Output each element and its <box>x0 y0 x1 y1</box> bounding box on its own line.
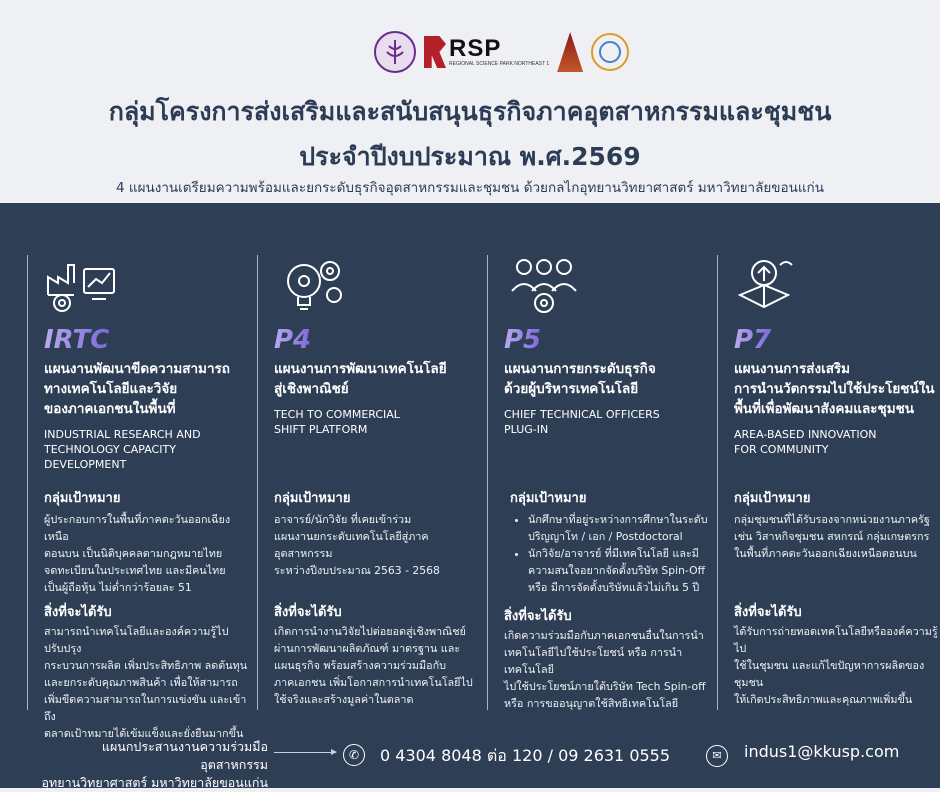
target-heading: กลุ่มเป้าหมาย <box>274 491 351 506</box>
benefit-heading: สิ่งที่จะได้รับ <box>504 609 572 624</box>
footer-org-line: แผนกประสานงานความร่วมมืออุตสาหกรรม <box>101 739 268 772</box>
program-english-line: TECHNOLOGY CAPACITY <box>44 443 176 456</box>
benefit-line: ผ่านการพัฒนาผลิตภัณฑ์ มาตรฐาน และ <box>274 642 461 655</box>
benefit-heading: สิ่งที่จะได้รับ <box>734 605 802 620</box>
target-line: ความสนใจอยากจัดตั้งบริษัท Spin-Off <box>528 564 706 577</box>
program-english-name <box>504 407 660 437</box>
program-english-line: DEVELOPMENT <box>44 458 127 471</box>
benefit-line: ภาคเอกชน เพิ่มโอกาสการนำเทคโนโลยีไป <box>274 676 473 689</box>
benefit-line: หรือ การขออนุญาตใช้สิทธิเทคโนโลยี <box>504 697 679 710</box>
program-title-line: ของภาคเอกชนในพื้นที่ <box>44 401 176 417</box>
program-code: P5 <box>504 325 542 355</box>
program-title-line: การนำนวัตกรรมไปใช้ประโยชน์ใน <box>734 381 935 397</box>
target-heading: กลุ่มเป้าหมาย <box>734 491 811 506</box>
target-line: • นักวิจัย/อาจารย์ ที่มีเทคโนโลยี และมี <box>528 547 699 560</box>
team-gear-icon <box>504 255 586 317</box>
benefit-line: เทคโนโลยีไปใช้ประโยชน์ หรือ การนำเทคโนโลยี <box>504 646 683 676</box>
benefit-line: และยกระดับคุณภาพสินค้า เพื่อให้สามารถ <box>44 676 238 689</box>
program-title-line: แผนงานการส่งเสริม <box>734 361 851 377</box>
program-title-line: แผนงานการยกระดับธุรกิจ <box>504 361 656 377</box>
science-park-logo <box>591 33 629 71</box>
rsp-logo-text: RSP <box>449 35 502 62</box>
target-line: หรือ มีการจัดตั้งบริษัทแล้วไม่เกิน 5 ปี <box>528 581 700 594</box>
benefit-line: แผนธุรกิจ พร้อมสร้างความร่วมมือกับ <box>274 659 447 672</box>
program-title-line: แผนงานการพัฒนาเทคโนโลยี <box>274 361 447 377</box>
program-title-line: พื้นที่เพื่อพัฒนาสังคมและชุมชน <box>734 401 914 417</box>
benefit-line: เพิ่มขีดความสามารถในการแข่งขัน และเข้าถึง <box>44 693 247 723</box>
benefit-description <box>274 623 473 708</box>
benefit-line: เกิดการนำงานวิจัยไปต่อยอดสู่เชิงพาณิชย์ <box>274 625 466 638</box>
program-english-name <box>274 407 400 437</box>
program-english-name <box>44 427 201 472</box>
target-line: ระหว่างปีงบประมาณ 2563 - 2568 <box>274 564 440 577</box>
program-column <box>717 255 938 710</box>
target-line: ปริญญาโท / เอก / Postdoctoral <box>528 530 683 543</box>
target-line: ผู้ประกอบการในพื้นที่ภาคตะวันออกเฉียงเหนือ <box>44 513 231 543</box>
rsp-mark-icon <box>424 36 446 68</box>
target-line: เป็นผู้ถือหุ้น ไม่ต่ำกว่าร้อยละ 51 <box>44 581 192 594</box>
target-description <box>44 511 248 596</box>
benefit-line: ใช้จริงและสร้างมูลค่าในตลาด <box>274 693 414 706</box>
email-address[interactable]: indus1@kkusp.com <box>744 742 900 761</box>
target-list-item <box>528 545 708 596</box>
program-code: P7 <box>734 325 772 355</box>
program-english-line: TECH TO COMMERCIAL <box>274 408 400 421</box>
target-list <box>508 511 708 596</box>
lightbulb-gears-icon <box>274 255 356 317</box>
community-map-icon <box>734 255 816 317</box>
program-english-line: INDUSTRIAL RESEARCH AND <box>44 428 201 441</box>
subtitle: 4 แผนงานเตรียมความพร้อมและยกระดับธุรกิจอุตสาหกรรมและชุมชน ด้วยกลไกอุทยานวิทยาศาสตร์ มหาวิทยาลัยขอนแก่น <box>116 180 824 196</box>
benefit-description <box>44 623 248 742</box>
benefit-line: สามารถนำเทคโนโลยีและองค์ความรู้ไปปรับปรุง <box>44 625 229 655</box>
program-column <box>257 255 478 710</box>
benefit-line: ใช้ในชุมชน และแก้ไขปัญหาการผลิตของชุมชน <box>734 659 925 689</box>
program-title <box>274 359 447 399</box>
footer-org-line: อุทยานวิทยาศาสตร์ มหาวิทยาลัยขอนแก่น <box>41 775 268 790</box>
program-english-name <box>734 427 876 457</box>
target-line: จดทะเบียนในประเทศไทย และมีคนไทย <box>44 564 226 577</box>
target-line: อาจารย์/นักวิจัย ที่เคยเข้าร่วม <box>274 513 412 526</box>
benefit-line: ให้เกิดประสิทธิภาพและคุณภาพเพิ่มขึ้น <box>734 693 913 706</box>
target-line: แผนงานยกระดับเทคโนโลยีสู่ภาคอุตสาหกรรม <box>274 530 429 560</box>
benefit-line: กระบวนการผลิต เพิ่มประสิทธิภาพ ลดต้นทุน <box>44 659 248 672</box>
phone-number[interactable]: 0 4304 8048 ต่อ 120 / 09 2631 0555 <box>380 746 671 765</box>
factory-chart-icon <box>44 255 126 317</box>
main-title-year: ประจำปีงบประมาณ พ.ศ.2569 <box>299 142 641 171</box>
program-column <box>487 255 708 710</box>
target-heading: กลุ่มเป้าหมาย <box>510 491 587 506</box>
target-line: กลุ่มชุมชนที่ได้รับรองจากหน่วยงานภาครัฐ <box>734 513 930 526</box>
target-description <box>734 511 930 562</box>
benefit-heading: สิ่งที่จะได้รับ <box>44 605 112 620</box>
footer-organization <box>40 738 268 792</box>
target-list-item <box>528 511 708 545</box>
benefit-description <box>734 623 938 708</box>
target-description <box>274 511 478 579</box>
target-line: • นักศึกษาที่อยู่ระหว่างการศึกษาในระดับ <box>528 513 708 526</box>
program-title <box>44 359 230 419</box>
program-english-line: CHIEF TECHNICAL OFFICERS <box>504 408 660 421</box>
program-english-line: AREA-BASED INNOVATION <box>734 428 877 441</box>
target-line: เช่น วิสาหกิจชุมชน สหกรณ์ กลุ่มเกษตรกร <box>734 530 930 543</box>
benefit-heading: สิ่งที่จะได้รับ <box>274 605 342 620</box>
target-line: ตอนบน เป็นนิติบุคคลตามกฎหมายไทย <box>44 547 223 560</box>
phone-icon: ✆ <box>343 744 365 766</box>
arrow-icon <box>274 752 336 753</box>
program-code: IRTC <box>44 325 110 355</box>
partner-logos <box>374 30 629 74</box>
program-column <box>27 255 248 740</box>
program-title <box>504 359 656 399</box>
rsp-logo-subtext: REGIONAL SCIENCE PARK NORTHEAST 1 <box>449 61 550 67</box>
benefit-description <box>504 627 708 712</box>
rsp-logo <box>424 36 549 68</box>
target-line: ในพื้นที่ภาคตะวันออกเฉียงเหนือตอนบน <box>734 547 917 560</box>
benefit-line: ไปใช้ประโยชน์ภายใต้บริษัท Tech Spin-off <box>504 680 706 693</box>
program-title-line: ด้วยผู้บริหารเทคโนโลยี <box>504 381 639 397</box>
main-title: กลุ่มโครงการส่งเสริมและสนับสนุนธุรกิจภาคอุตสาหกรรมและชุมชน <box>108 97 832 126</box>
program-code: P4 <box>274 325 312 355</box>
program-english-line: FOR COMMUNITY <box>734 443 829 456</box>
benefit-line: ได้รับการถ่ายทอดเทคโนโลยีหรือองค์ความรู้ไป <box>734 625 938 655</box>
program-title-line: ทางเทคโนโลยีและวิจัย <box>44 381 178 397</box>
program-title-line: แผนงานพัฒนาขีดความสามารถ <box>44 361 230 377</box>
target-heading: กลุ่มเป้าหมาย <box>44 491 121 506</box>
program-title-line: สู่เชิงพาณิชย์ <box>274 381 349 397</box>
benefit-line: ตลาดเป้าหมายได้เข้มแข็งและยั่งยืนมากขึ้น <box>44 727 244 740</box>
program-english-line: PLUG-IN <box>504 423 549 436</box>
university-seal-logo <box>374 31 416 73</box>
email-icon: ✉ <box>706 745 728 767</box>
header <box>0 0 940 203</box>
kku-logo <box>557 32 583 72</box>
program-title <box>734 359 935 419</box>
benefit-line: เกิดความร่วมมือกับภาคเอกชนอื่นในการนำ <box>504 629 704 642</box>
program-english-line: SHIFT PLATFORM <box>274 423 368 436</box>
